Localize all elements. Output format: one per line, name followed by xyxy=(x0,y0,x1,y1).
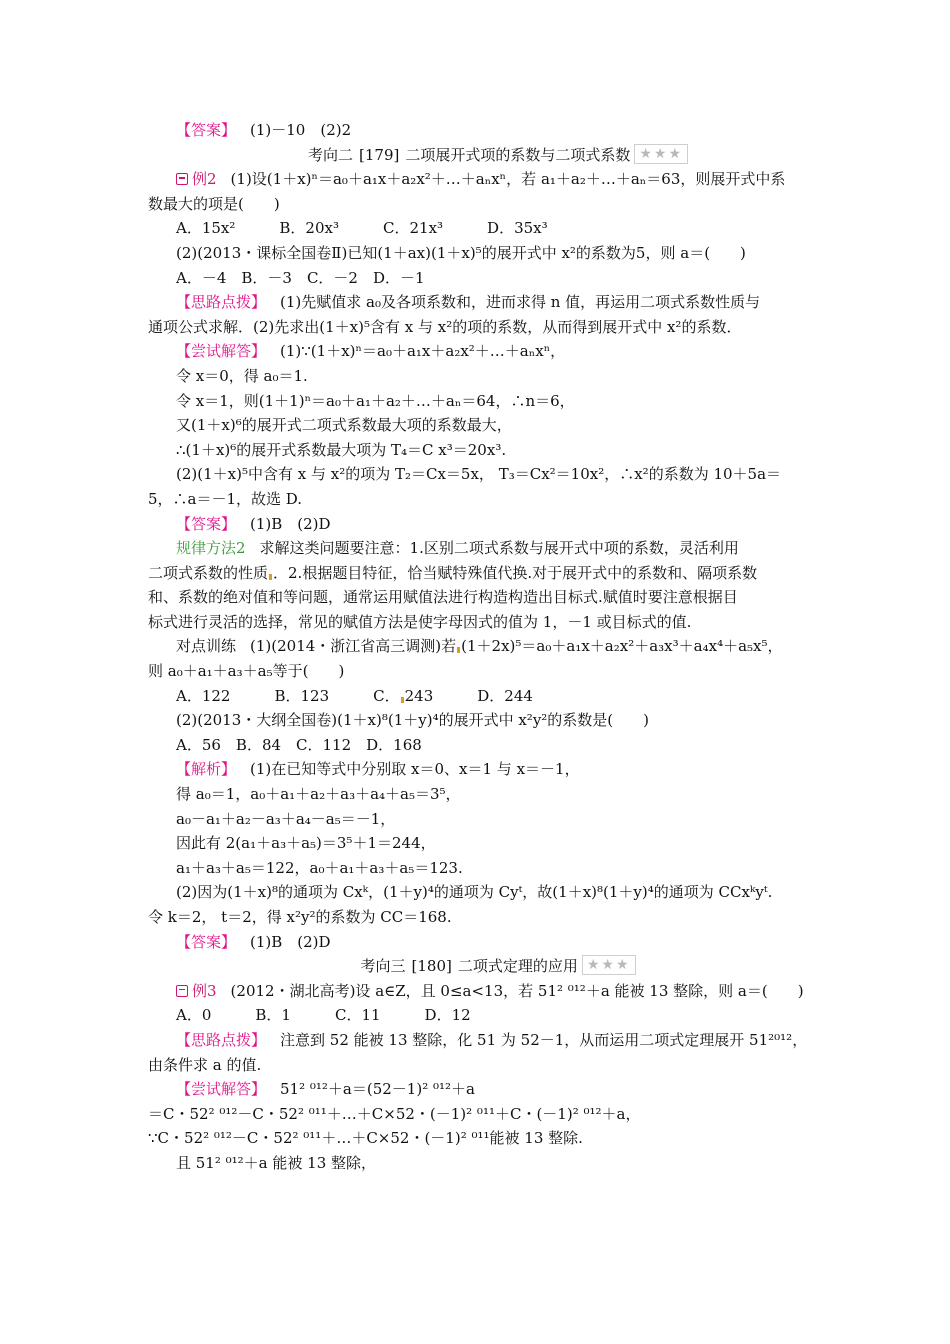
method-tag: 规律方法2 xyxy=(176,539,246,558)
example-2-options-1 xyxy=(148,216,808,241)
solution-tag: 【尝试解答】 xyxy=(176,1080,267,1099)
method-text: 求解这类问题要注意：1.区别二项式系数与展开式中项的系数，灵活利用 xyxy=(259,539,739,558)
analysis-line: (2)因为(1＋x)⁸的通项为 Cxᵏ，(1＋y)⁴的通项为 Cyᵗ，故(1＋x)⁸(1＋y)⁴的通项为 CCxᵏyᵗ. xyxy=(176,883,773,902)
option-c-prefix: C． xyxy=(373,686,400,705)
solution-tag: 【尝试解答】 xyxy=(176,342,267,361)
practice-options-1 xyxy=(148,684,808,709)
edit-marker-icon xyxy=(269,574,272,580)
answer-text: (1)B (2)D xyxy=(250,514,331,533)
solution-line: ＝C・52² ⁰¹²－C・52² ⁰¹¹＋…＋C×52・(－1)² ⁰¹¹＋C・(－1)² ⁰¹²＋a， xyxy=(148,1104,641,1123)
example-icon xyxy=(176,985,188,997)
section-label: 考向二 xyxy=(307,145,353,164)
option-c-value: 243 xyxy=(404,686,434,705)
solution-3 xyxy=(148,1077,808,1102)
edit-marker-icon xyxy=(401,697,404,703)
option-d: D．244 xyxy=(477,686,533,705)
practice-question-1 xyxy=(148,634,808,659)
example-label-text: 例3 xyxy=(192,981,217,1000)
solution-line: (2)(1＋x)⁵中含有 x 与 x²的项为 T₂＝Cx＝5x， T₃＝Cx²＝10x²，∴x²的系数为 10＋5a＝ xyxy=(176,465,782,484)
question-text: (2012・湖北高考)设 a∈Z，且 0≤a<13，若 51² ⁰¹²＋a 能被 13 整除，则 a＝( ) xyxy=(230,981,804,1000)
solution-line: 令 x＝0，得 a₀＝1. xyxy=(176,366,308,385)
practice-question-1-continued: 则 a₀＋a₁＋a₃＋a₅等于( ) xyxy=(148,662,345,681)
solution-line: (1)∵(1＋x)ⁿ＝a₀＋a₁x＋a₂x²＋…＋aₙxⁿ， xyxy=(280,342,566,361)
hint-2 xyxy=(148,290,808,315)
analysis-tag: 【解析】 xyxy=(176,760,237,779)
analysis-line: a₀－a₁＋a₂－a₃＋a₄－a₅＝－1， xyxy=(176,809,396,828)
answer-text: (1)B (2)D xyxy=(250,932,331,951)
hint-text: 注意到 52 能被 13 整除，化 51 为 52－1，从而运用二项式定理展开 51²⁰¹²， xyxy=(280,1030,808,1049)
option-b: B．20x³ xyxy=(279,219,339,238)
section-heading-2 xyxy=(148,143,808,168)
method-text-part: ．2.根据题目特征，恰当赋特殊值代换.对于展开式中的系数和、隔项系数 xyxy=(273,563,758,582)
option-c xyxy=(373,684,433,709)
hint-tag: 【思路点拨】 xyxy=(176,1030,267,1049)
analysis-line: 因此有 2(a₁＋a₃＋a₅)＝3⁵＋1＝244， xyxy=(176,834,436,853)
practice-text: (1)(2014・浙江省高三调测)若 xyxy=(250,637,457,656)
answer-1 xyxy=(148,118,808,143)
example-3-question xyxy=(148,979,808,1004)
analysis-line: 令 k＝2， t＝2，得 x²y²的系数为 CC＝168. xyxy=(148,908,452,926)
document-content xyxy=(148,118,808,1176)
solution-line: ∴(1＋x)⁶的展开式系数最大项为 T₄＝C x³＝20x³. xyxy=(176,440,507,459)
analysis-line: (1)在已知等式中分别取 x＝0、x＝1 与 x＝－1， xyxy=(250,760,580,779)
example-3-options xyxy=(148,1003,808,1028)
answer-tag: 【答案】 xyxy=(176,932,237,951)
method-2 xyxy=(148,536,808,561)
option-a: A．0 xyxy=(176,1006,212,1025)
option-a: A．122 xyxy=(176,686,231,705)
section-label: 考向三 xyxy=(360,957,406,976)
solution-line: 51² ⁰¹²＋a＝(52－1)² ⁰¹²＋a xyxy=(280,1080,475,1099)
option-d: D．12 xyxy=(424,1006,471,1025)
hint-3 xyxy=(148,1028,808,1053)
answer-3 xyxy=(148,930,808,955)
example-2-options-2: A．－4 B．－3 C．－2 D．－1 xyxy=(176,268,425,287)
example-2-question-2: (2)(2013・课标全国卷Ⅱ)已知(1＋ax)(1＋x)⁵的展开式中 x²的系数为5，则 a＝( ) xyxy=(176,243,746,262)
option-b: B．1 xyxy=(255,1006,291,1025)
solution-line: 5，∴a＝－1，故选 D. xyxy=(148,489,303,508)
option-d: D．35x³ xyxy=(487,219,548,238)
question-text: (1)设(1＋x)ⁿ＝a₀＋a₁x＋a₂x²＋…＋aₙxⁿ，若 a₁＋a₂＋…＋aₙ＝63，则展开式中系 xyxy=(230,170,786,189)
answer-tag: 【答案】 xyxy=(176,514,237,533)
method-text-continued xyxy=(148,561,808,586)
solution-line: 又(1＋x)⁶的展开式二项式系数最大项的系数最大， xyxy=(176,416,512,435)
method-text-part: 二项式系数的性质 xyxy=(148,563,269,582)
analysis-line: 得 a₀＝1，a₀＋a₁＋a₂＋a₃＋a₄＋a₅＝3⁵， xyxy=(176,785,461,804)
analysis-line: a₁＋a₃＋a₅＝122，a₀＋a₁＋a₃＋a₅＝123. xyxy=(176,858,463,877)
hint-text-continued: 通项公式求解．(2)先求出(1＋x)⁵含有 x 与 x²的项的系数，从而得到展开式中 x²的系数． xyxy=(148,317,742,336)
example-2-question-1 xyxy=(148,167,808,192)
option-b: B．123 xyxy=(274,686,330,705)
hint-text: (1)先赋值求 a₀及各项系数和，进而求得 n 值，再运用二项式系数性质与 xyxy=(280,293,761,312)
question-text-continued: 数最大的项是( ) xyxy=(148,194,280,213)
option-c: C．21x³ xyxy=(383,219,444,238)
method-text-continued: 标式进行灵活的选择，常见的赋值方法是使字母因式的值为 1，－1 或目标式的值. xyxy=(148,612,692,631)
answer-text: (1)－10 (2)2 xyxy=(250,121,352,139)
section-title: 二项展开式项的系数与二项式系数 xyxy=(405,145,631,164)
answer-2 xyxy=(148,512,808,537)
example-label xyxy=(176,167,217,192)
answer-tag: 【答案】 xyxy=(176,121,237,139)
solution-line: 且 51² ⁰¹²＋a 能被 13 整除， xyxy=(176,1153,377,1172)
practice-options-2: A．56 B．84 C．112 D．168 xyxy=(176,735,422,754)
option-c: C．11 xyxy=(334,1006,381,1025)
option-a: A．15x² xyxy=(176,219,236,238)
example-icon xyxy=(176,173,188,185)
section-index: [179] xyxy=(359,145,400,164)
method-text-continued: 和、系数的绝对值和等问题，通常运用赋值法进行构造构造出目标式.赋值时要注意根据目 xyxy=(148,588,738,607)
hint-text-continued: 由条件求 a 的值. xyxy=(148,1055,262,1074)
difficulty-stars-icon: ★★★ xyxy=(634,144,688,164)
example-label-text: 例2 xyxy=(192,170,217,189)
solution-2 xyxy=(148,339,808,364)
difficulty-stars-icon: ★★★ xyxy=(582,955,636,975)
section-heading-3 xyxy=(148,954,808,979)
hint-tag: 【思路点拨】 xyxy=(176,293,267,312)
section-title: 二项式定理的应用 xyxy=(457,957,578,976)
edit-marker-icon xyxy=(457,647,460,653)
example-label xyxy=(176,979,217,1004)
practice-question-2: (2)(2013・大纲全国卷)(1＋x)⁸(1＋y)⁴的展开式中 x²y²的系数是( ) xyxy=(176,711,650,730)
section-index: [180] xyxy=(411,957,452,976)
analysis xyxy=(148,757,808,782)
practice-text: (1＋2x)⁵＝a₀＋a₁x＋a₂x²＋a₃x³＋a₄x⁴＋a₅x⁵， xyxy=(461,637,783,656)
solution-line: 令 x＝1，则(1＋1)ⁿ＝a₀＋a₁＋a₂＋…＋aₙ＝64，∴n＝6， xyxy=(176,391,575,410)
practice-label: 对点训练 xyxy=(176,637,237,656)
solution-line: ∵C・52² ⁰¹²－C・52² ⁰¹¹＋…＋C×52・(－1)² ⁰¹¹能被 13 整除. xyxy=(148,1129,583,1148)
